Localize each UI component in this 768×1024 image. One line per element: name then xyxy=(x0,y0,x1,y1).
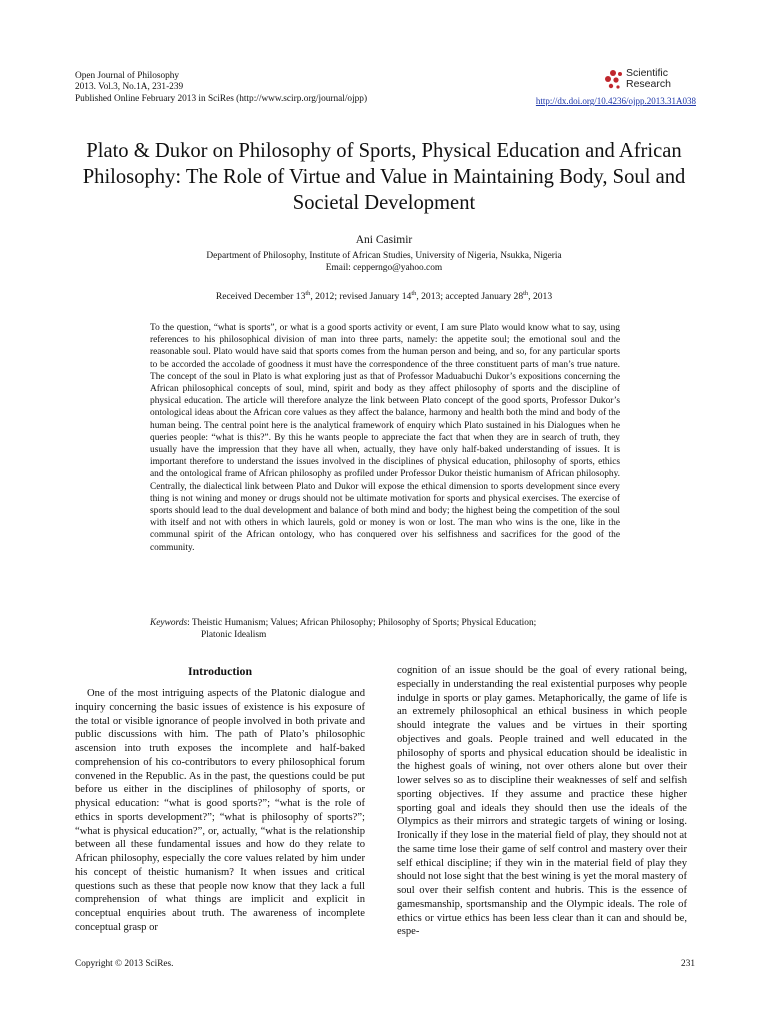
date-end: , 2013 xyxy=(528,291,553,303)
abstract: To the question, “what is sports”, or what is a good sports activity or event, I am sure Plato would know what to say, using references to his philosophical division of man into three parts, namely: the appetite soul; the emotional soul and the reasonable soul. Plato would have said that sports comes from the human person and being, and so, for any particular sports to be accorded the accolade of goodness it must have the correspondence of the three constituent parts of man’s true nature. The concept of the soul in Plato is what exploring just as that of Professor Maduabuchi Dukor’s expositions concerning the African philosophical concepts of soul, mind, spirit and body as they affect philosophy of sports and the discipline of physical education. The article will therefore analyze the link between Plato concept of the good sports, Professor Dukor’s ontological ideas about the African core values as they affect the balance, harmony and health both the mind and body of the human being. The central point here is the analytical framework of enquiry which Plato sustained in his Dialogues when he queries people: “what is this?”. By this he wants people to appreciate the fact that when they are in search of truth, they usually have the impression that they have all when, actually, they have only half-baked understanding of issues. It is important therefore to understand the issues involved in the disciplines of physical education, philosophy of sports, ethics and the ontological frame of African philosophy as profiled under Professor Dukor theistic humanism of African philosophy. Centrally, the dialectical link between Plato and Dukor will expose the ethical dimension to sports development since every thing is not wining and money or drugs should not be ultimate motivation for sports and physical exercises. The exercise of sports should lead to the dual development and balance of both mind and body; the highest being the competition of the soul with itself and not with others in which laurels, gold or money is won or lost. The man who wins is the one, like in the communal spirit of the African ontology, who has conquered over his selfishness and sacrifices for the good of the community. xyxy=(150,323,620,553)
logo-text-line1: Scientific xyxy=(626,67,669,79)
journal-header xyxy=(75,71,367,105)
date-revised: , 2012; revised January 14 xyxy=(310,291,412,303)
journal-name: Open Journal of Philosophy xyxy=(75,71,180,81)
logo-text-line2: Research xyxy=(626,78,671,90)
author-email[interactable]: Email: cepperngo@yahoo.com xyxy=(325,262,443,273)
journal-volume: 2013. Vol.3, No.1A, 231-239 xyxy=(75,82,184,93)
date-received: Received December 13 xyxy=(215,291,306,303)
section-heading-introduction: Introduction xyxy=(187,664,253,678)
date-sup: th xyxy=(411,290,417,297)
date-sup: th xyxy=(523,290,529,297)
affiliation: Department of Philosophy, Institute of African Studies, University of Nigeria, Nsukka, Nigeria xyxy=(206,251,562,261)
footer-copyright: Copyright © 2013 SciRes. xyxy=(75,959,174,969)
logo-mark-icon xyxy=(604,68,626,92)
author-affiliation-block xyxy=(0,251,768,274)
date-accepted: , 2013; accepted January 28 xyxy=(416,291,524,303)
keywords-label: Keywords xyxy=(150,618,188,628)
keywords-list-continued: Platonic Idealism xyxy=(201,630,267,641)
doi-link[interactable]: http://dx.doi.org/10.4236/ojpp.2013.31A038 xyxy=(535,96,696,106)
journal-published: Published Online February 2013 in SciRes (http://www.scirp.org/journal/ojpp) xyxy=(75,93,368,104)
keywords-block xyxy=(150,617,620,641)
body-paragraph: One of the most intriguing aspects of the Platonic dialogue and inquiry concerning the basic issues of existence is his exposure of the total or visible ignorance of people involved in both private and public discussions with him. The path of Plato’s philosophic ascension into truth exposes the incomplete and half-baked comprehension of his co-contributors to every philosophical forum convened in the Republic. As in the past, the questions could be put before us either in the disciplines of philosophy of sports, or physical education: “what is good sports?”; “what is the role of ethics in sports development?”; “what is philosophy of sports?”; “what is physical education?”, or, actually, “what is the relationship between all these fundamental issues and how do they relate to African philosophy, especially the core values related by him under his concept of theistic humanism? It when issues and critical questions such as these that people now know that they lack a full comprehension of what things are implicit and explicit in conceptual enquiries about truth. The awareness of incomplete conceptual grasp or xyxy=(75,688,365,933)
body-paragraph: cognition of an issue should be the goal of every rational being, especially in understanding the real existential purposes why people indulge in sports or play games. Metaphorically, the game of life is an extremely philosophical an ethical business in which people should integrate the values and be virtues in their sporting objectives and goals. People trained and well educated in the philosophy of sports and physical education should be idealistic in the highest goals of wining, not over others alone but over their lower selves so as to discipline their weaknesses of self and selfish sporting objectives. If they assume and practice these higher sporting goal and ideals they should then use the ideals of the Olympics as their mirrors and strategic targets of wining or losing. Ironically if they lose in the material field of play, they should not at the same time lose their game of self control and mastery over their self ethical discipline; if they win in the material field of play they should not lose sight that the best wining is yet the moral mastery of soul over their selfish content and hubris. This is the essence of gamesmanship, sportsmanship and the Olympic ideals. The role of ethics or virtue ethics has been less clear than it can and should be, espe- xyxy=(397,665,687,938)
date-sup: th xyxy=(305,290,311,297)
page-number: 231 xyxy=(681,959,695,969)
body-column-left xyxy=(75,664,365,935)
body-column-right xyxy=(397,664,687,939)
paper-title: Plato & Dukor on Philosophy of Sports, Physical Education and African Philosophy: The Role of Virtue and Value in Maintaining Body, Soul and Societal Development xyxy=(82,140,686,214)
scientific-research-logo xyxy=(604,68,704,96)
author-name: Ani Casimir xyxy=(355,234,413,246)
submission-dates xyxy=(0,290,768,302)
keywords-list: : Theistic Humanism; Values; African Philosophy; Philosophy of Sports; Physical Education; xyxy=(187,618,537,628)
